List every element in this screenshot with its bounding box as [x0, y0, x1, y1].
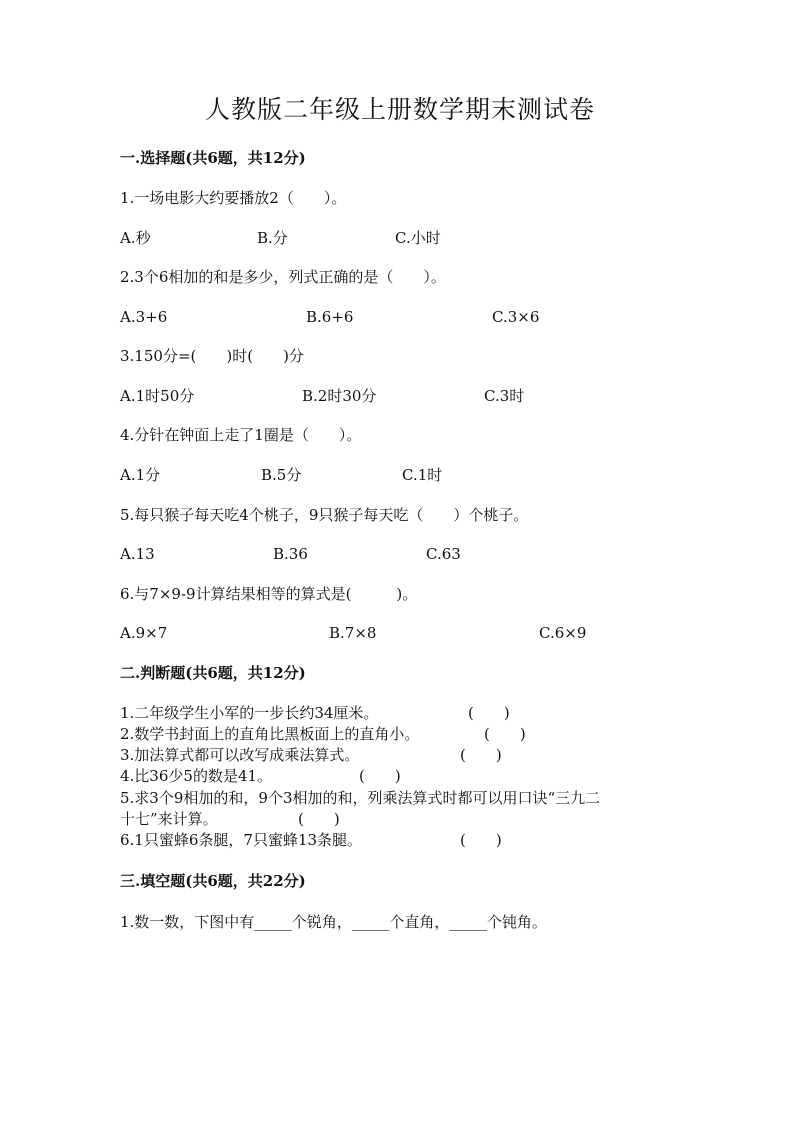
- choice-q2-option-b: B.6+6: [306, 308, 354, 326]
- choice-q6-option-b: B.7×8: [329, 624, 377, 642]
- choice-question-3: 3.150分=( )时( )分: [120, 347, 304, 365]
- fill-blank-question-1: 1.数一数，下图中有_____个锐角，_____个直角，_____个钝角。: [120, 913, 547, 931]
- true-false-answer-bracket-4: ( ): [359, 767, 401, 785]
- choice-q3-option-c: C.3时: [484, 387, 525, 405]
- choice-q6-option-c: C.6×9: [539, 624, 587, 642]
- true-false-item-3: 3.加法算式都可以改写成乘法算式。: [120, 746, 360, 764]
- true-false-answer-bracket-5: ( ): [298, 810, 340, 828]
- section-heading-fill-blank: 三.填空题(共6题，共22分): [120, 872, 306, 890]
- choice-q2-option-c: C.3×6: [492, 308, 540, 326]
- choice-q4-option-c: C.1时: [402, 466, 443, 484]
- true-false-answer-bracket-6: ( ): [460, 831, 502, 849]
- true-false-item-1: 1.二年级学生小军的一步长约34厘米。: [120, 704, 379, 722]
- true-false-answer-bracket-3: ( ): [460, 746, 502, 764]
- choice-question-2: 2.3个6相加的和是多少，列式正确的是（ ）。: [120, 268, 446, 286]
- true-false-answer-bracket-1: ( ): [468, 704, 510, 722]
- section-heading-choice: 一.选择题(共6题，共12分): [120, 149, 306, 167]
- choice-question-6: 6.与7×9-9计算结果相等的算式是( )。: [120, 585, 418, 603]
- choice-q2-option-a: A.3+6: [120, 308, 168, 326]
- choice-q1-option-a: A.秒: [120, 229, 151, 247]
- choice-q3-option-a: A.1时50分: [120, 387, 195, 405]
- true-false-item-5: 5.求3个9相加的和，9个3相加的和，列乘法算式时都可以用口诀“三九二: [120, 789, 601, 807]
- choice-question-5: 5.每只猴子每天吃4个桃子，9只猴子每天吃（ ）个桃子。: [120, 506, 529, 524]
- choice-q1-option-c: C.小时: [395, 229, 441, 247]
- section-heading-true-false: 二.判断题(共6题，共12分): [120, 664, 306, 682]
- choice-q5-option-c: C.63: [426, 545, 461, 563]
- page-title: 人教版二年级上册数学期末测试卷: [204, 95, 595, 124]
- choice-q4-option-b: B.5分: [261, 466, 302, 484]
- choice-q1-option-b: B.分: [257, 229, 288, 247]
- true-false-answer-bracket-2: ( ): [484, 725, 526, 743]
- choice-q3-option-b: B.2时30分: [302, 387, 377, 405]
- choice-q5-option-b: B.36: [273, 545, 308, 563]
- choice-q4-option-a: A.1分: [120, 466, 161, 484]
- choice-question-1: 1.一场电影大约要播放2（ ）。: [120, 189, 347, 207]
- true-false-item-2: 2.数学书封面上的直角比黑板面上的直角小。: [120, 725, 420, 743]
- choice-q6-option-a: A.9×7: [120, 624, 168, 642]
- true-false-item-6: 6.1只蜜蜂6条腿，7只蜜蜂13条腿。: [120, 831, 363, 849]
- true-false-item-5-continued: 十七”来计算。: [120, 810, 218, 828]
- choice-q5-option-a: A.13: [120, 545, 155, 563]
- true-false-item-4: 4.比36少5的数是41。: [120, 767, 273, 785]
- choice-question-4: 4.分针在钟面上走了1圈是（ ）。: [120, 426, 362, 444]
